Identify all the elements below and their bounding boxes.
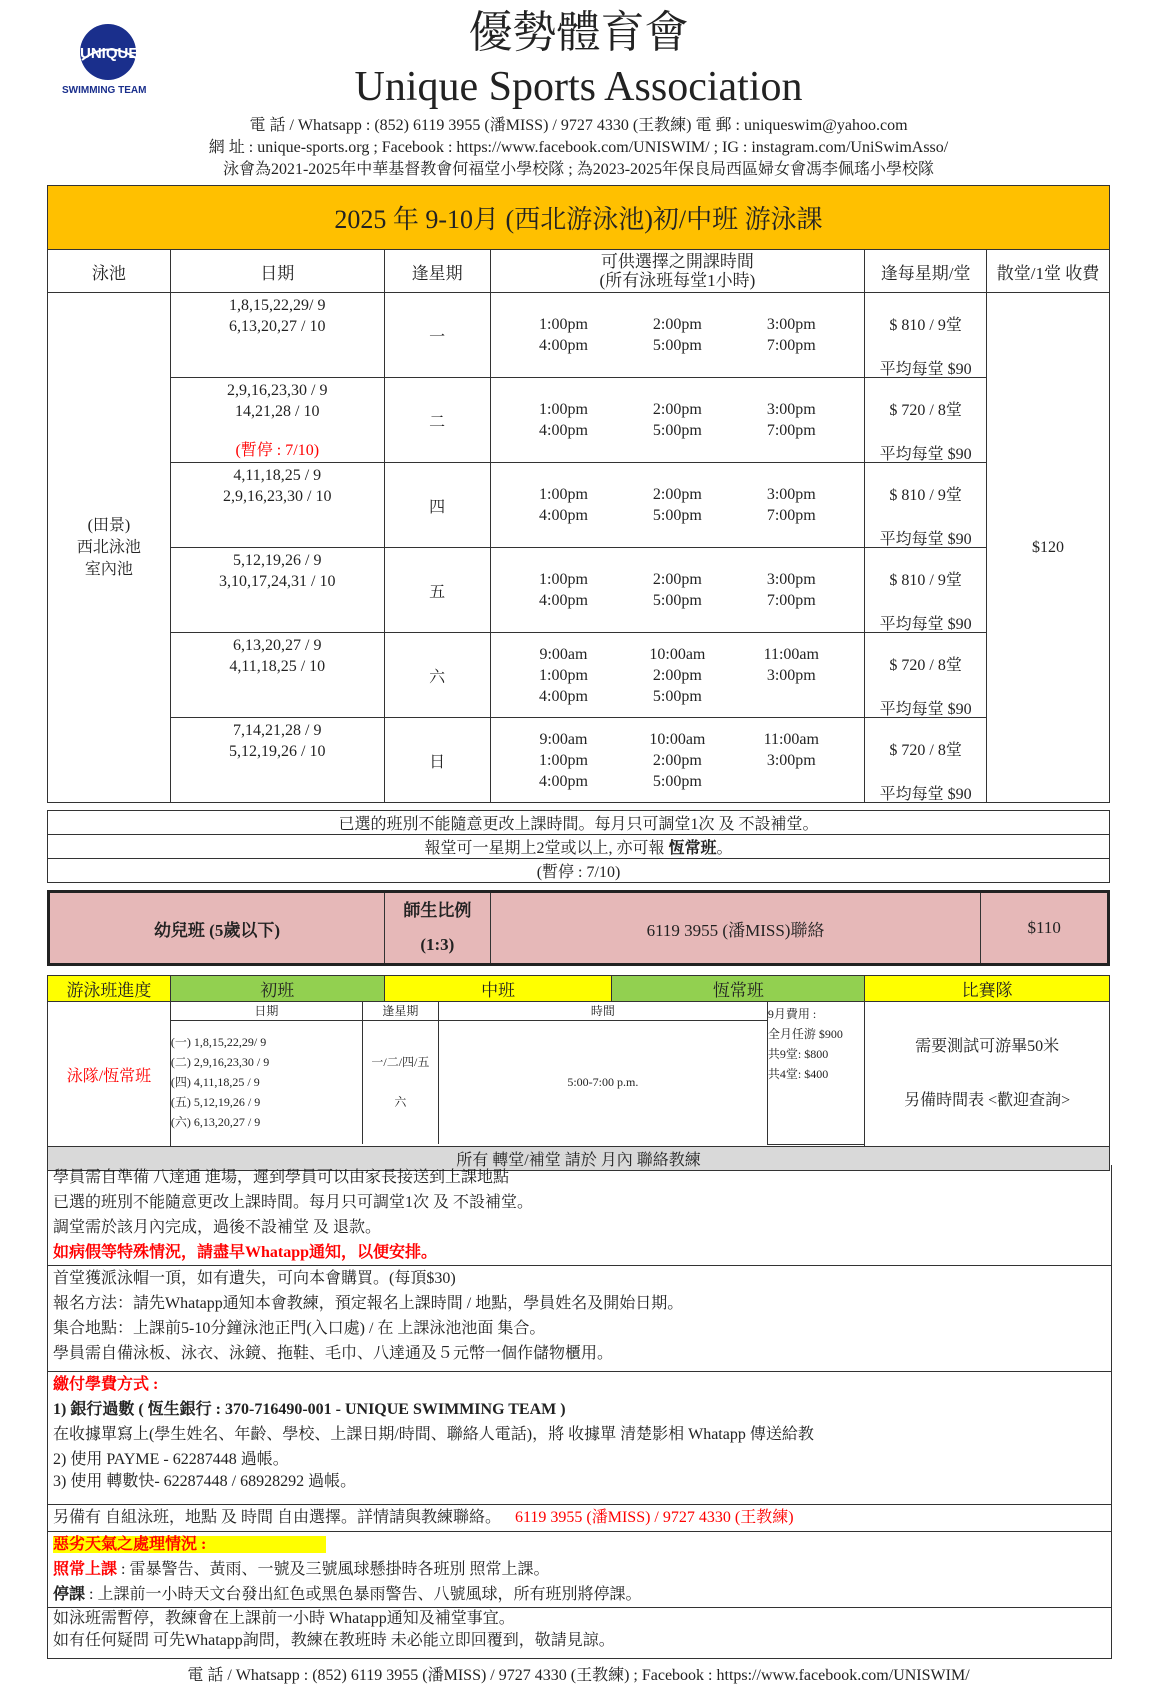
- dates-sep: 7,14,21,28 / 9: [233, 722, 322, 739]
- times-grid: [491, 644, 865, 707]
- time-slot: 3:00pm: [766, 486, 816, 503]
- suspend-1: 如泳班需暫停，教練會在上課前一小時 Whatapp通知及補堂事宜。: [53, 1610, 515, 1627]
- schedule-row: [48, 718, 1110, 803]
- payment-block: [47, 1372, 1112, 1505]
- time-slot: 4:00pm: [539, 337, 588, 354]
- time-slot: 3:00pm: [766, 316, 816, 333]
- note-6: 報名方法：請先Whatapp通知本會教練，預定報名上課時間 / 地點，學員姓名及開始日期。: [53, 1295, 684, 1312]
- weekday-cell: 一: [384, 293, 490, 378]
- note-1: 學員需自準備 八達通 進場，遲到學員可以由家長接送到上課地點: [53, 1169, 510, 1186]
- weekday-cell: 日: [384, 718, 490, 803]
- time-slot: 1:00pm: [539, 486, 588, 503]
- package-price: $ 720 / 8堂: [889, 742, 962, 759]
- times-cell: [490, 463, 865, 548]
- dates-oct: 2,9,16,23,30 / 10: [223, 488, 332, 505]
- weather-title: 惡劣天氣之處理情況 :: [53, 1536, 326, 1553]
- notes-block-2: [47, 1266, 1112, 1372]
- team-fee-1: 全月任游 $900: [767, 1027, 843, 1041]
- note-8: 學員需自備泳板、泳衣、泳鏡、拖鞋、毛巾、八達通及５元幣一個作儲物櫃用。: [53, 1345, 614, 1362]
- dates-cell: [170, 293, 384, 378]
- suspend-block: [47, 1608, 1112, 1659]
- note-4: 如病假等特殊情況，請盡早Whatapp通知，以便安排。: [53, 1244, 438, 1261]
- dates-oct: 3,10,17,24,31 / 10: [219, 573, 336, 590]
- pool-line-2: 西北泳池: [76, 538, 141, 556]
- weather-1-label: 照常上課: [53, 1561, 118, 1578]
- time-slot: 7:00pm: [766, 592, 816, 609]
- notice-table: [47, 810, 1110, 883]
- package-price: $ 720 / 8堂: [889, 402, 962, 419]
- average-price: 平均每堂 $90: [879, 616, 972, 633]
- team-dates: [171, 1020, 363, 1144]
- team-h-time: 時間: [438, 1002, 767, 1020]
- schedule-row: [48, 378, 1110, 463]
- team-label: 泳隊/恆常班: [48, 1002, 171, 1147]
- time-slot: 2:00pm: [652, 401, 702, 418]
- notice-2b: 恆常班: [668, 840, 717, 857]
- weekday-cell: 六: [384, 633, 490, 718]
- infant-table: [47, 890, 1110, 966]
- time-slot: 11:00am: [763, 645, 819, 663]
- price-cell: [865, 548, 987, 633]
- schedule-table: [47, 185, 1110, 803]
- title-english: Unique Sports Association: [354, 64, 803, 110]
- col-package: 逢每星期/堂: [865, 250, 987, 293]
- package-price: $ 720 / 8堂: [889, 657, 962, 674]
- pay-1: 1) 銀行過數 ( 恆生銀行 : 370-716490-001 - UNIQUE SWIMMING TEAM ): [53, 1401, 566, 1418]
- time-slot: 1:00pm: [539, 666, 588, 684]
- average-price: 平均每堂 $90: [879, 531, 972, 548]
- time-slot: 1:00pm: [539, 571, 588, 588]
- notice-2c: 。: [716, 840, 733, 857]
- col-times-1: 可供選擇之開課時間: [600, 252, 754, 271]
- weather-block: [47, 1532, 1112, 1608]
- time-slot: 1:00pm: [539, 401, 588, 418]
- notes-block-1: [47, 1165, 1112, 1266]
- times-grid: [491, 484, 865, 526]
- time-slot: 3:00pm: [766, 666, 816, 684]
- average-price: 平均每堂 $90: [879, 786, 972, 803]
- infant-ratio-value: (1:3): [420, 935, 455, 954]
- col-dates: 日期: [170, 250, 384, 293]
- pool-line-1: (田景): [87, 516, 131, 534]
- weather-1-text: : 雷暴警告、黃雨、一號及三號風球懸掛時各班別 照常上課。: [117, 1561, 550, 1578]
- time-slot: 9:00am: [539, 645, 588, 663]
- package-price: $ 810 / 9堂: [889, 487, 962, 504]
- team-time: 5:00-7:00 p.m.: [438, 1020, 767, 1144]
- times-cell: [490, 548, 865, 633]
- average-price: 平均每堂 $90: [879, 361, 972, 378]
- time-slot: [734, 686, 848, 707]
- time-slot: 1:00pm: [539, 751, 588, 769]
- team-h-weekday: 逢星期: [362, 1002, 438, 1020]
- time-slot: 5:00pm: [652, 507, 702, 524]
- schedule-row: [48, 293, 1110, 378]
- infant-ratio-label: 師生比例: [403, 901, 472, 920]
- time-slot: 1:00pm: [539, 316, 588, 333]
- note-7: 集合地點：上課前5-10分鐘泳池正門(入口處) / 在 上課泳池池面 集合。: [53, 1320, 546, 1337]
- level-regular: 恆常班: [612, 976, 865, 1002]
- time-slot: 2:00pm: [652, 486, 702, 503]
- times-cell: [490, 293, 865, 378]
- time-slot: 4:00pm: [539, 592, 588, 609]
- dates-cell: [170, 463, 384, 548]
- team-date-0: (一) 1,8,15,22,29/ 9: [170, 1035, 267, 1050]
- logo-sub: SWIMMING TEAM: [62, 85, 147, 96]
- competition-2: 另備時間表 <歡迎查詢>: [904, 1092, 1071, 1109]
- times-grid: [491, 729, 865, 792]
- weather-2-text: : 上課前一小時天文台發出紅色或黑色暴雨警告、八號風球，所有班別將停課。: [85, 1586, 642, 1603]
- time-slot: 7:00pm: [766, 507, 816, 524]
- package-price: $ 810 / 9堂: [889, 317, 962, 334]
- levels-table: [47, 975, 1110, 1171]
- time-slot: 2:00pm: [652, 666, 702, 684]
- notice-2a: 報堂可一星期上2堂或以上, 亦可報: [424, 840, 669, 857]
- pay-2: 2) 使用 PAYME - 62287448 過帳。: [53, 1451, 289, 1468]
- pay-1b: 在收據單寫上(學生姓名、年齡、學校、上課日期/時間、聯絡人電話)，將 收據單 清楚影相 Whatapp 傳送給教: [53, 1426, 814, 1443]
- time-slot: 4:00pm: [539, 772, 588, 790]
- team-weekday-sat: 六: [394, 1095, 407, 1110]
- col-times-2: (所有泳班每堂1小時): [599, 271, 756, 290]
- times-grid: [491, 314, 865, 356]
- dates-cell: [170, 633, 384, 718]
- team-weekday-main: 一/二/四/五: [371, 1055, 430, 1070]
- pay-3: 3) 使用 轉數快- 62287448 / 68928292 過帳。: [53, 1473, 357, 1490]
- price-cell: [865, 463, 987, 548]
- dates-oct: 4,11,18,25 / 10: [229, 658, 326, 675]
- time-slot: 4:00pm: [539, 422, 588, 439]
- time-slot: 5:00pm: [652, 592, 702, 609]
- team-date-1: (二) 2,9,16,23,30 / 9: [170, 1055, 270, 1070]
- time-slot: 4:00pm: [539, 687, 588, 705]
- note-3: 調堂需於該月內完成，過後不設補堂 及 退款。: [53, 1219, 382, 1236]
- average-price: 平均每堂 $90: [879, 446, 972, 463]
- dates-sep: 4,11,18,25 / 9: [233, 467, 322, 484]
- note-5: 首堂獲派泳帽一頂，如有遺失，可向本會購買。(每頂$30): [53, 1270, 456, 1287]
- time-slot: 5:00pm: [652, 687, 702, 705]
- weekday-cell: 二: [384, 378, 490, 463]
- web-line: 網 址 : unique-sports.org ; Facebook : https://www.facebook.com/UNISWIM/ ; IG : instagram.com/UniSwimAsso/: [208, 139, 949, 156]
- team-fee-0: 9月費用 :: [767, 1007, 817, 1021]
- average-price: 平均每堂 $90: [879, 701, 972, 718]
- times-cell: [490, 378, 865, 463]
- col-times: [490, 250, 865, 293]
- time-slot: 5:00pm: [652, 337, 702, 354]
- schedule-title: 2025 年 9-10月 (西北游泳池)初/中班 游泳課: [48, 186, 1110, 250]
- team-date-3: (五) 5,12,19,26 / 9: [170, 1095, 261, 1110]
- dates-sep: 5,12,19,26 / 9: [233, 552, 322, 569]
- price-cell: [865, 718, 987, 803]
- level-beginner: 初班: [170, 976, 384, 1002]
- col-weekday: 逢星期: [384, 250, 490, 293]
- time-slot: 2:00pm: [652, 316, 702, 333]
- time-slot: 5:00pm: [652, 422, 702, 439]
- extra-line: [48, 1505, 1111, 1530]
- price-cell: [865, 293, 987, 378]
- dates-suspend: (暫停 : 7/10): [235, 442, 320, 459]
- infant-ratio: [384, 892, 490, 965]
- price-cell: [865, 633, 987, 718]
- time-slot: 4:00pm: [539, 507, 588, 524]
- schedule-row: [48, 633, 1110, 718]
- time-slot: 5:00pm: [652, 772, 702, 790]
- time-slot: 10:00am: [649, 645, 706, 663]
- dates-sep: 2,9,16,23,30 / 9: [227, 382, 328, 399]
- weather-2: [48, 1582, 1111, 1607]
- team-fee-3: 共4堂: $400: [767, 1067, 829, 1081]
- infant-contact: 6119 3955 (潘MISS)聯絡: [490, 892, 981, 965]
- team-date-4: (六) 6,13,20,27 / 9: [170, 1115, 261, 1130]
- team-fees: [767, 1002, 864, 1144]
- col-single: 散堂/1堂 收費: [987, 250, 1110, 293]
- time-slot: 3:00pm: [766, 401, 816, 418]
- time-slot: 2:00pm: [652, 751, 702, 769]
- infant-name: 幼兒班 (5歲以下): [49, 892, 385, 965]
- notice-1: 已選的班別不能隨意更改上課時間。每月只可調堂1次 及 不設補堂。: [48, 811, 1110, 835]
- schedule-row: [48, 548, 1110, 633]
- note-2: 已選的班別不能隨意更改上課時間。每月只可調堂1次 及 不設補堂。: [53, 1194, 534, 1211]
- time-slot: 7:00pm: [766, 337, 816, 354]
- time-slot: 3:00pm: [766, 571, 816, 588]
- dates-sep: 6,13,20,27 / 9: [233, 637, 322, 654]
- competition-1: 需要測試可游畢50米: [915, 1038, 1060, 1055]
- team-h-dates: 日期: [171, 1002, 363, 1020]
- team-fee-2: 共9堂: $800: [767, 1047, 829, 1061]
- team-weekdays: [362, 1020, 438, 1144]
- extra-class: [47, 1505, 1112, 1532]
- time-slot: 7:00pm: [766, 422, 816, 439]
- dates-oct: 6,13,20,27 / 10: [229, 318, 326, 335]
- weather-2-label: 停課: [53, 1586, 86, 1603]
- package-price: $ 810 / 9堂: [889, 572, 962, 589]
- weather-title-line: [48, 1532, 1111, 1557]
- dates-cell: [170, 718, 384, 803]
- time-slot: [734, 771, 848, 792]
- level-intermediate: 中班: [384, 976, 612, 1002]
- school-line: 泳會為2021-2025年中華基督教會何福堂小學校隊 ; 為2023-2025年保良局西區婦女會馮李佩瑤小學校隊: [222, 161, 935, 178]
- dates-cell: [170, 548, 384, 633]
- dates-sep: 1,8,15,22,29/ 9: [229, 297, 326, 314]
- logo-text: UNIQUE: [80, 45, 139, 62]
- title-chinese: 優勢體育會: [468, 8, 689, 57]
- price-cell: [865, 378, 987, 463]
- time-slot: 3:00pm: [766, 751, 816, 769]
- weather-1: [48, 1557, 1111, 1582]
- infant-price: $110: [981, 892, 1109, 965]
- footer-contact: 電 話 / Whatsapp : (852) 6119 3955 (潘MISS) / 9727 4330 (王教練) ; Facebook : https://www.facebook.com/UNISWIM/: [187, 1667, 970, 1684]
- weekday-cell: 四: [384, 463, 490, 548]
- dates-oct: 14,21,28 / 10: [235, 403, 320, 420]
- times-grid: [491, 569, 865, 611]
- col-pool: 泳池: [48, 250, 171, 293]
- transfer-note: 所有 轉堂/補堂 請於 月內 聯絡教練: [48, 1147, 1110, 1171]
- level-competition: 比賽隊: [865, 976, 1110, 1002]
- pay-title: 繳付學費方式 :: [53, 1376, 159, 1393]
- dates-cell: [170, 378, 384, 463]
- team-date-2: (四) 4,11,18,25 / 9: [170, 1075, 260, 1090]
- team-inner-table: [171, 1002, 864, 1145]
- notice-2: [48, 835, 1110, 859]
- single-price: $120: [987, 293, 1110, 803]
- team-schedule: [170, 1002, 864, 1147]
- notice-3: (暫停 : 7/10): [48, 859, 1110, 883]
- time-slot: 10:00am: [649, 730, 706, 748]
- extra-text: 另備有 自組泳班，地點 及 時間 自由選擇。詳情請與教練聯絡。: [53, 1509, 502, 1526]
- pool-cell: [48, 293, 171, 803]
- contact-line: 電 話 / Whatsapp : (852) 6119 3955 (潘MISS) / 9727 4330 (王教練) 電 郵 : uniqueswim@yahoo.com: [249, 117, 908, 134]
- times-cell: [490, 718, 865, 803]
- competition-info: [865, 1002, 1110, 1147]
- time-slot: 11:00am: [763, 730, 819, 748]
- suspend-2: 如有任何疑問 可先Whatapp詢問，教練在教班時 未必能立即回覆到，敬請見諒。: [53, 1632, 615, 1649]
- level-label: 游泳班進度: [48, 976, 171, 1002]
- time-slot: 9:00am: [539, 730, 588, 748]
- extra-phones: 6119 3955 (潘MISS) / 9727 4330 (王教練): [515, 1509, 794, 1526]
- schedule-row: [48, 463, 1110, 548]
- times-cell: [490, 633, 865, 718]
- pool-line-3: 室內池: [84, 560, 133, 578]
- weekday-cell: 五: [384, 548, 490, 633]
- dates-oct: 5,12,19,26 / 10: [229, 743, 326, 760]
- time-slot: 2:00pm: [652, 571, 702, 588]
- times-grid: [491, 399, 865, 441]
